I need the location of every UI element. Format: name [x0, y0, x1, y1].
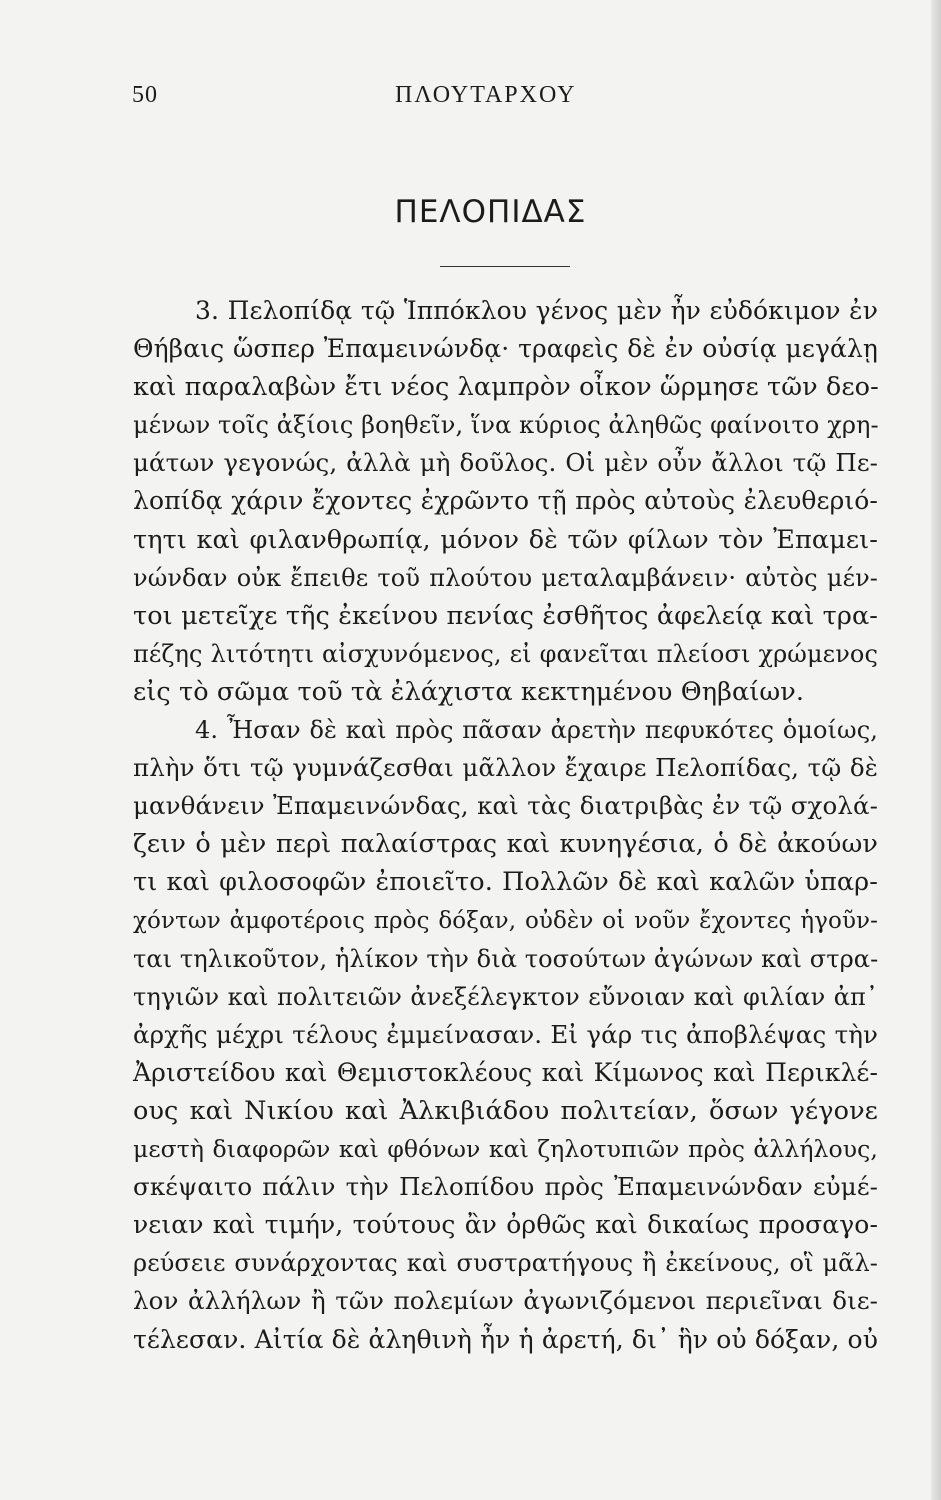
- text-line: εἰς τὸ σῶμα τοῦ τὰ ἐλάχιστα κεκτημένου Θηβαίων.: [133, 676, 805, 707]
- text-line: ους καὶ Νικίου καὶ Ἀλκιβιάδου πολιτείαν, ὅσων γέγονε: [133, 1095, 878, 1126]
- text-line: νώνδαν οὐκ ἔπειθε τοῦ πλούτου μεταλαμβάνειν· αὐτὸς μέν-: [133, 563, 878, 592]
- text-line: Ἀριστείδου καὶ Θεμιστοκλέους καὶ Κίμωνος καὶ Περικλέ-: [133, 1057, 878, 1087]
- text-line: ται τηλικοῦτον, ἡλίκον τὴν διὰ τοσούτων ἀγώνων καὶ στρα-: [133, 944, 879, 973]
- text-line: Θήβαις ὥσπερ Ἐπαμεινώνδᾳ· τραφεὶς δὲ ἐν οὐσίᾳ μεγάλῃ: [133, 334, 878, 364]
- title-rule: [440, 266, 570, 267]
- text-line: τητι καὶ φιλανθρωπίᾳ, μόνον δὲ τῶν φίλων τὸν Ἐπαμει-: [133, 524, 878, 555]
- text-line: τι καὶ φιλοσοφῶν ἐποιεῖτο. Πολλῶν δὲ καὶ καλῶν ὑπαρ-: [133, 867, 878, 898]
- text-line: ρεύσειε συνάρχοντας καὶ συστρατήγους ἢ ἐκείνους, οἳ μᾶλ-: [133, 1249, 878, 1278]
- body-text: [133, 292, 878, 1359]
- text-line: καὶ παραλαβὼν ἔτι νέος λαμπρὸν οἶκον ὥρμησε τῶν δεο-: [133, 372, 879, 403]
- text-line: μένων τοῖς ἀξίοις βοηθεῖν, ἵνα κύριος ἀληθῶς φαίνοιτο χρη-: [133, 411, 879, 440]
- text-line: μάτων γεγονώς, ἀλλὰ μὴ δοῦλος. Οἱ μὲν οὖν ἄλλοι τῷ Πε-: [133, 448, 878, 478]
- text-line: μανθάνειν Ἐπαμεινώνδας, καὶ τὰς διατριβὰς ἐν τῷ σχολά-: [133, 791, 878, 821]
- text-line: τηγιῶν καὶ πολιτειῶν ἀνεξέλεγκτον εὔνοιαν καὶ φιλίαν ἀπ᾽: [133, 982, 878, 1011]
- text-line: 4. Ἦσαν δὲ καὶ πρὸς πᾶσαν ἀρετὴν πεφυκότες ὁμοίως,: [195, 716, 878, 745]
- text-line: τοι μετεῖχε τῆς ἐκείνου πενίας ἐσθῆτος ἀφελείᾳ καὶ τρα-: [133, 600, 878, 631]
- page-number: 50: [132, 82, 158, 108]
- text-line: τέλεσαν. Αἰτία δὲ ἀληθινὴ ἦν ἡ ἀρετή, δι᾽ ἣν οὐ δόξαν, οὐ: [133, 1324, 878, 1354]
- text-line: μεστὴ διαφορῶν καὶ φθόνων καὶ ζηλοτυπιῶν πρὸς ἀλλήλους,: [133, 1135, 878, 1164]
- running-title: ΠΛΟΥΤΑΡΧΟΥ: [395, 82, 577, 108]
- text-line: νειαν καὶ τιμήν, τούτους ἂν ὀρθῶς καὶ δικαίως προσαγο-: [133, 1210, 878, 1240]
- text-line: ζειν ὁ μὲν περὶ παλαίστρας καὶ κυνηγέσια, ὁ δὲ ἀκούων: [133, 829, 878, 860]
- text-line: πλὴν ὅτι τῷ γυμνάζεσθαι μᾶλλον ἔχαιρε Πελοπίδας, τῷ δὲ: [133, 753, 878, 783]
- text-line: λον ἀλλήλων ἢ τῶν πολεμίων ἀγωνιζόμενοι περιεῖναι διε-: [133, 1286, 878, 1316]
- text-line: χόντων ἀμφοτέροις πρὸς δόξαν, οὐδὲν οἱ νοῦν ἔχοντες ἡγοῦν-: [133, 907, 878, 934]
- running-head: [132, 82, 852, 118]
- text-line: 3. Πελοπίδᾳ τῷ Ἱππόκλου γένος μὲν ἦν εὐδόκιμον ἐν: [195, 296, 878, 325]
- text-line: σκέψαιτο πάλιν τὴν Πελοπίδου πρὸς Ἐπαμεινώνδαν εὐμέ-: [133, 1172, 878, 1202]
- text-line: πέζης λιτότητι αἰσχυνόμενος, εἰ φανεῖται πλείοσι χρώμενος: [133, 639, 878, 668]
- text-line: λοπίδᾳ χάριν ἔχοντες ἐχρῶντο τῇ πρὸς αὐτοὺς ἐλευθεριό-: [133, 486, 878, 516]
- text-line: ἀρχῆς μέχρι τέλους ἐμμείνασαν. Εἰ γάρ τις ἀποβλέψας τὴν: [133, 1019, 878, 1049]
- section-title: ΠΕΛΟΠΙΔΑΣ: [394, 194, 587, 230]
